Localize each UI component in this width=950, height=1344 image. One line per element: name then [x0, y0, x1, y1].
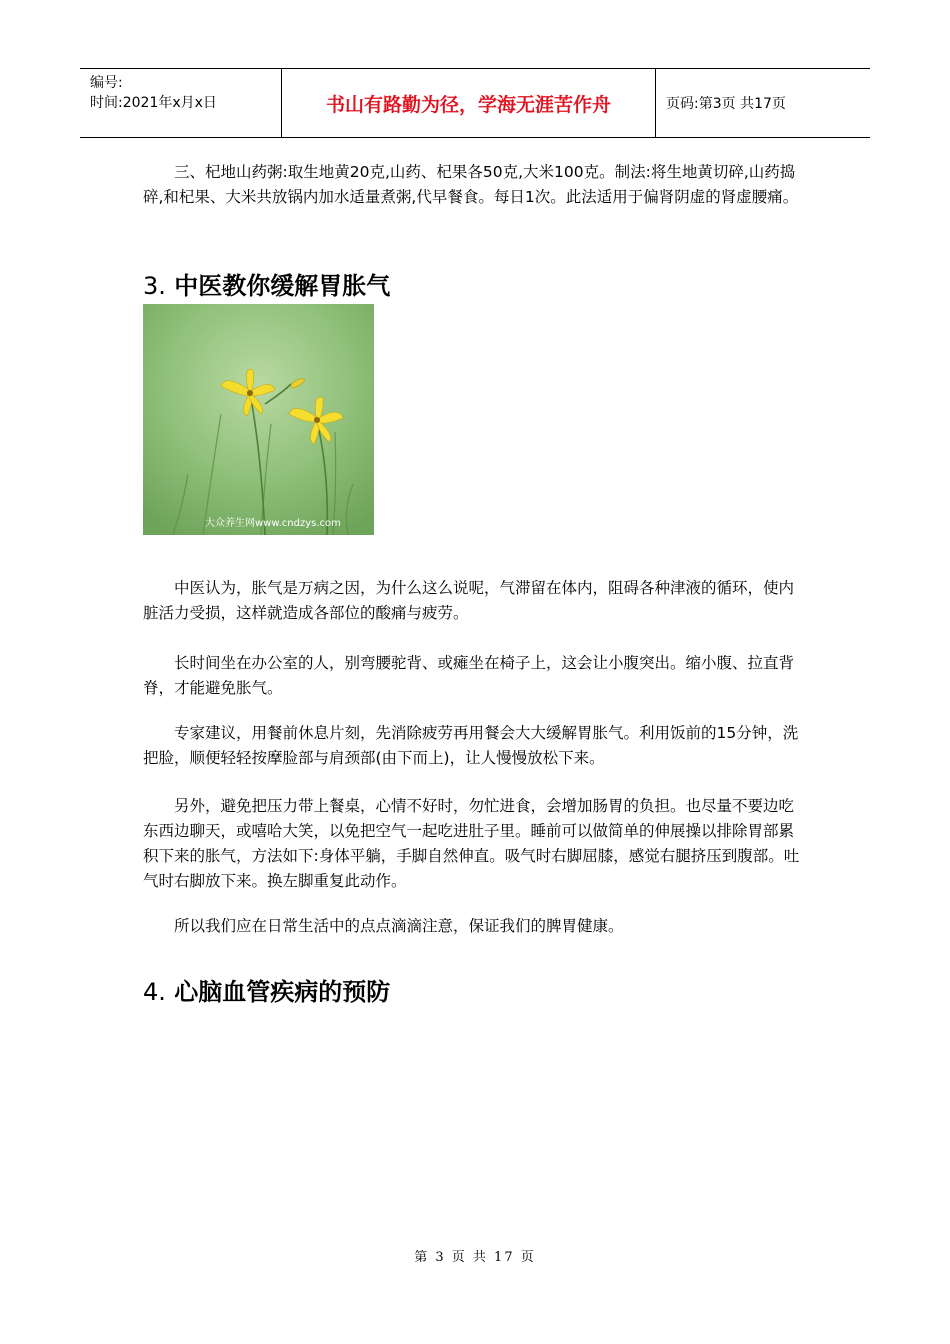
section-3-heading	[143, 266, 390, 301]
section-4-number: 4.	[143, 978, 166, 1006]
section-3-paragraph-4: 另外，避免把压力带上餐桌，心情不好时，勿忙进食，会增加肠胃的负担。也尽量不要边吃东西边聊天，或嘻哈大笑，以免把空气一起吃进肚子里。睡前可以做简单的伸展操以排除胃部累积下来的胀气，方法如下:身体平躺，手脚自然伸直。吸气时右脚屈膝，感觉右腿挤压到腹部。吐气时右脚放下来。换左脚重复此动作。	[143, 797, 800, 890]
header-meta	[80, 69, 282, 137]
id-label: 编号:	[90, 75, 123, 91]
header-motto: 书山有路勤为径，学海无涯苦作舟	[282, 69, 656, 137]
section-4-heading	[143, 972, 390, 1007]
section-3-paragraph-1: 中医认为，胀气是万病之因，为什么这么说呢，气滞留在体内，阻碍各种津液的循环，使内脏活力受损，这样就造成各部位的酸痛与疲劳。	[143, 579, 795, 622]
recipe-paragraph: 三、杞地山药粥:取生地黄20克,山药、杞果各50克,大米100克。制法:将生地黄切碎,山药捣碎,和杞果、大米共放锅内加水适量煮粥,代早餐食。每日1次。此法适用于偏肾阴虚的肾虚腰痛。	[143, 163, 799, 206]
header-page-info: 页码:第3页 共17页	[666, 96, 786, 112]
section-3-paragraph-3: 专家建议，用餐前休息片刻，先消除疲劳再用餐会大大缓解胃胀气。利用饭前的15分钟，洗把脸，顺便轻轻按摩脸部与肩颈部(由下而上)，让人慢慢放松下来。	[143, 724, 799, 767]
page-header	[80, 68, 870, 138]
image-watermark: 大众养生网www.cndzys.com	[205, 518, 341, 529]
section-3-title: 中医教你缓解胃胀气	[174, 272, 391, 300]
section-3-paragraph-2: 长时间坐在办公室的人，别弯腰驼背、或瘫坐在椅子上，这会让小腹突出。缩小腹、拉直背脊，才能避免胀气。	[143, 654, 795, 697]
section-3-number: 3.	[143, 272, 166, 300]
section-3-paragraph-5: 所以我们应在日常生活中的点点滴滴注意，保证我们的脾胃健康。	[174, 917, 624, 935]
date-label: 时间:2021年x月x日	[90, 95, 217, 111]
section-4-title: 心脑血管疾病的预防	[174, 978, 391, 1006]
page-footer: 第 3 页 共 17 页	[414, 1250, 536, 1265]
lily-flower-photo	[143, 304, 374, 535]
